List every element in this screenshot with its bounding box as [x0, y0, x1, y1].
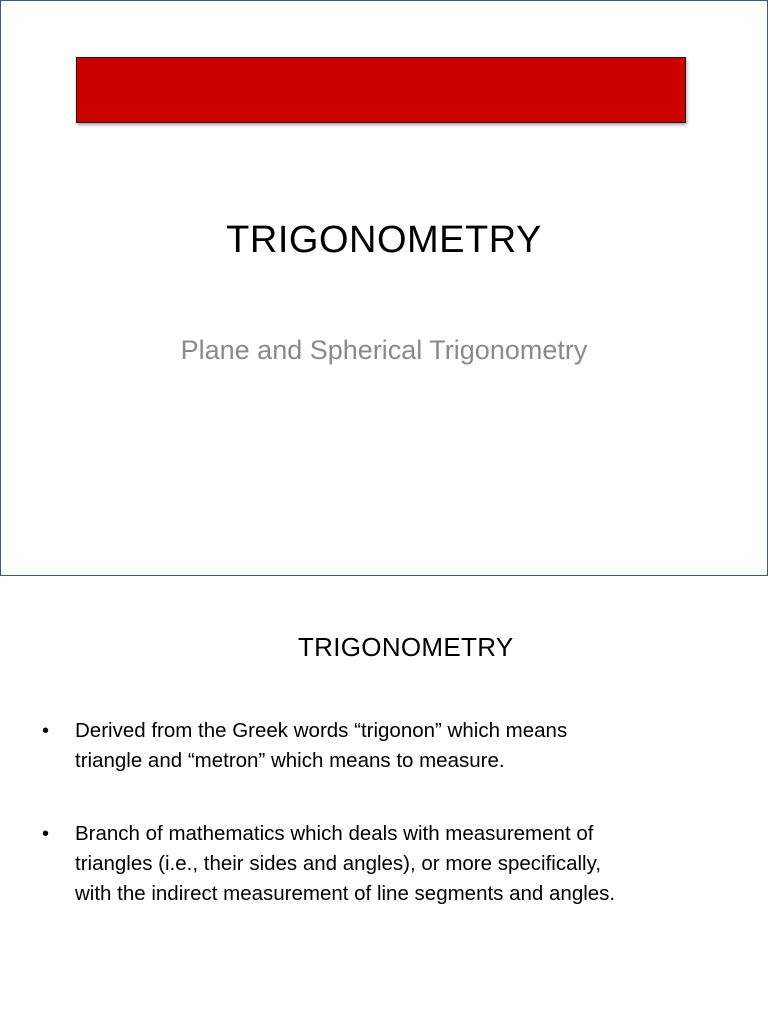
- bullet-item-etymology: [42, 716, 722, 776]
- bullet-line: with the indirect measurement of line segments and angles.: [75, 882, 616, 905]
- bullet-item-definition: [42, 819, 722, 909]
- bullet-list: [42, 716, 722, 952]
- bullet-line: triangle and “metron” which means to measure.: [75, 749, 505, 772]
- bullet-line: Branch of mathematics which deals with measurement of: [75, 822, 594, 845]
- slide-subtitle: Plane and Spherical Trigonometry: [180, 335, 588, 365]
- bullet-line: Derived from the Greek words “trigonon” which means: [75, 719, 568, 742]
- bullet-marker: •: [42, 720, 50, 742]
- bullet-marker: •: [42, 823, 50, 845]
- slide-title: TRIGONOMETRY: [226, 219, 542, 261]
- red-banner: [76, 57, 686, 123]
- content-slide: [0, 576, 768, 1024]
- bullet-line: triangles (i.e., their sides and angles), or more specifically,: [75, 852, 602, 875]
- content-slide-title: TRIGONOMETRY: [298, 632, 514, 662]
